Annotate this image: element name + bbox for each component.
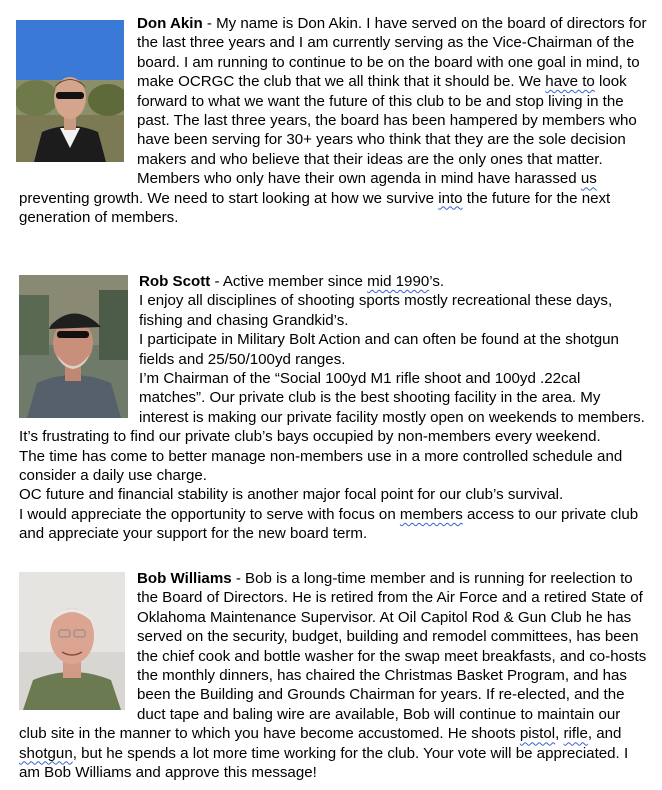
bio-text: , and (587, 725, 622, 743)
bio-line: I participate in Military Bolt Action and can often be found at the shotgun fields and 25/50/100yd ranges. (139, 331, 619, 368)
bio-text-underlined: mid 1990 (367, 273, 430, 290)
bio-text: , (555, 725, 564, 743)
candidate-name: Rob Scott (139, 273, 211, 290)
bio-text-underlined: us (580, 170, 597, 188)
bio-text: preventing growth. We need to start looking at how we survive (19, 189, 439, 207)
bio-line: OC future and financial stability is another major focal point for our club’s survival. (19, 486, 564, 504)
bio-line: It’s frustrating to find our private club’s bays occupied by non-members every weekend. (19, 428, 601, 446)
bio-line: I enjoy all disciplines of shooting sports mostly recreational these days, fishing and chasing Grandkid’s. (139, 292, 613, 329)
candidate-bio-rob-scott (19, 272, 648, 544)
candidate-bio-don-akin (19, 14, 648, 227)
candidate-name: Bob Williams (137, 570, 232, 587)
bio-text: - Bob is a long-time member and is running for reelection to the Board of Directors. He is retired from the Air Force and a retired State of Oklahoma Maintenance Supervisor. At Oil Capitol Rod & Gun Club he has served on the security, budget, building and remodel committees, has been the chief cook and bottle washer for the swap meet breakfasts, and co-hosts the monthly dinners, has chaired the Christmas Basket Program, and has been the Building and Grounds Chairman for years. If re-elected, and the duct tape and baling wire are available, Bob will continue to maintain our club site in the manner to which you have become accustomed. He shoots (19, 570, 647, 743)
candidate-name: Don Akin (137, 15, 203, 32)
bio-text: - Active member since (210, 273, 368, 290)
candidate-bio-bob-williams (19, 569, 648, 782)
bio-text-underlined: members (399, 505, 463, 523)
bio-text: I would appreciate the opportunity to serve with focus on (19, 505, 400, 523)
bio-text-underlined: have to (545, 73, 595, 91)
bio-text: , but he spends a lot more time working for the club. Your vote will be appreciated. I am Bob Williams and approve this message! (19, 744, 629, 782)
bio-text: the future for the next generation of members. (19, 189, 611, 227)
bio-text-underlined: into (438, 189, 463, 207)
bio-text-underlined: rifle (563, 725, 588, 743)
bio-text-underlined: pistol (519, 725, 556, 743)
bio-text: ’s. (429, 273, 445, 290)
bio-text: - My name is Don Akin. I have served on the board of directors for the last three years and I am currently serving as the Vice-Chairman of the board. I am running to continue to be on the board with one goal in mind, to make OCRGC the club that we all think that it should be. We (137, 15, 647, 91)
bio-text: look forward to what we want the future of this club to be and stop living in the past. The last three years, the board has been hampered by members who have been serving for 30+ years who think that they are the sole decision makers and who believe that their ideas are the only ones that matter. Members who only have their own agenda in mind have harassed (137, 73, 637, 188)
bio-text-underlined: shotgun (19, 744, 73, 762)
bio-line: I’m Chairman of the “Social 100yd M1 rifle shoot and 100yd .22cal matches”. Our private club is the best shooting facility in the area. My interest is making our private facility mostly open on weekends to members. (139, 370, 645, 426)
bio-line: The time has come to better manage non-members use in a more controlled schedule and consider a daily use charge. (19, 447, 623, 485)
bio-text: access to our private club and appreciate your support for the new board term. (19, 505, 639, 543)
